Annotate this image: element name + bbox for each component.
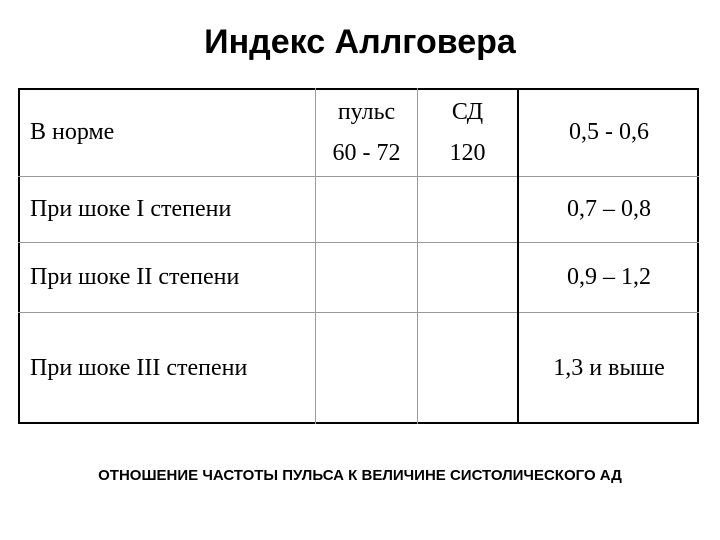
value-normal: 0,5 - 0,6 <box>569 119 649 145</box>
header-sd-label: СД <box>451 99 484 125</box>
value-shock-1: 0,7 – 0,8 <box>567 196 651 222</box>
value-shock-2: 0,9 – 1,2 <box>567 264 651 290</box>
slide-title: Индекс Аллговера <box>204 23 516 61</box>
table-divider-row-2 <box>18 242 699 243</box>
table-divider-row-1 <box>18 176 699 177</box>
header-pulse-label: пульс <box>337 99 396 125</box>
header-sd-value: 120 <box>449 140 486 166</box>
row-label-shock-1: При шоке I степени <box>30 196 232 222</box>
row-label-shock-2: При шоке II степени <box>30 264 240 290</box>
footnote: ОТНОШЕНИЕ ЧАСТОТЫ ПУЛЬСА К ВЕЛИЧИНЕ СИСТОЛИЧЕСКОГО АД <box>98 467 622 484</box>
row-label-normal: В норме <box>30 119 115 145</box>
table-divider-row-3 <box>18 312 699 313</box>
row-label-shock-3: При шоке III степени <box>30 355 248 381</box>
value-shock-3: 1,3 и выше <box>553 355 665 381</box>
header-pulse-value: 60 - 72 <box>332 140 401 166</box>
